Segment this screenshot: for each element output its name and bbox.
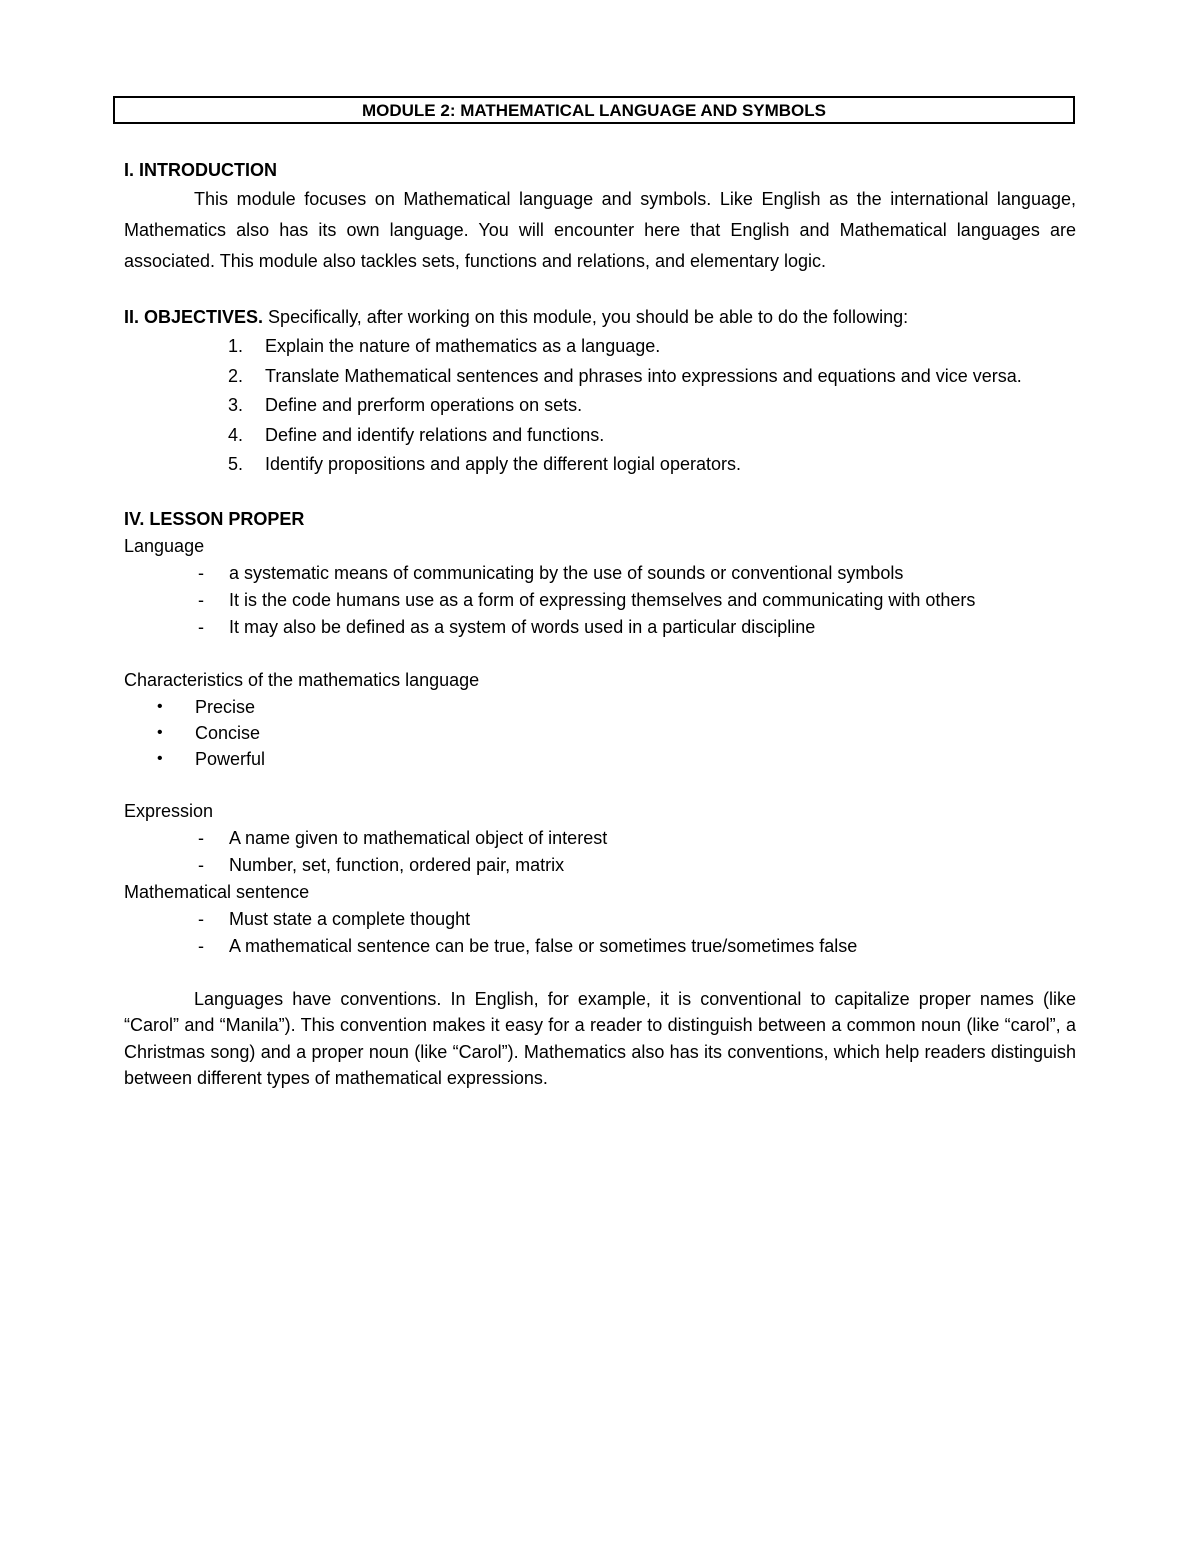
document-body — [124, 157, 1076, 1092]
objective-text: Define and prerform operations on sets. — [265, 395, 583, 415]
objective-item — [124, 421, 1076, 451]
objectives-heading: II. OBJECTIVES. — [124, 307, 264, 327]
list-item-text: Precise — [195, 696, 256, 717]
list-item-text: a systematic means of communicating by the use of sounds or conventional symbols — [229, 562, 904, 583]
list-item-text: A mathematical sentence can be true, false or sometimes true/sometimes false — [229, 935, 858, 956]
list-item — [124, 614, 1076, 641]
objective-text: Explain the nature of mathematics as a language. — [265, 336, 661, 356]
list-item — [124, 906, 1076, 933]
list-item — [124, 587, 1076, 614]
list-item — [124, 825, 1076, 852]
conventions-paragraph: Languages have conventions. In English, for example, it is conventional to capitalize proper names (like “Carol” and “Manila”). This convention makes it easy for a reader to distinguish between a common noun (like “carol”, a Christmas song) and a proper noun (like “Carol”). Mathematics also has its conventions, which help readers distinguish between different types of mathematical expressions. — [124, 988, 1076, 1088]
objective-item — [124, 362, 1076, 392]
expression-list — [124, 825, 1076, 879]
list-item-text: Concise — [195, 722, 261, 743]
characteristics-list — [124, 694, 1076, 772]
objective-text: Translate Mathematical sentences and phrases into expressions and equations and vice versa. — [265, 365, 1022, 386]
objective-text: Identify propositions and apply the different logial operators. — [265, 454, 741, 474]
list-item — [124, 560, 1076, 587]
module-title: MODULE 2: MATHEMATICAL LANGUAGE AND SYMBOLS — [113, 96, 1075, 124]
list-item-text: It may also be defined as a system of words used in a particular discipline — [229, 616, 816, 637]
language-list — [124, 560, 1076, 641]
objective-number: 1. — [228, 336, 244, 356]
characteristics-label: Characteristics of the mathematics language — [124, 669, 480, 690]
lesson-heading: IV. LESSON PROPER — [124, 508, 305, 529]
objectives-list — [124, 332, 1076, 480]
list-item-text: It is the code humans use as a form of expressing themselves and communicating with others — [229, 589, 976, 610]
list-item — [124, 694, 1076, 720]
list-item — [124, 852, 1076, 879]
list-item-text: Powerful — [195, 748, 266, 769]
sentence-label: Mathematical sentence — [124, 881, 310, 902]
objective-number: 3. — [228, 395, 244, 415]
expression-label: Expression — [124, 800, 214, 821]
list-item-text: Number, set, function, ordered pair, matrix — [229, 854, 565, 875]
objective-item — [124, 450, 1076, 480]
objective-number: 2. — [228, 365, 244, 386]
dash-marker: - — [198, 562, 204, 583]
list-item-text: A name given to mathematical object of interest — [229, 827, 608, 848]
list-item-text: Must state a complete thought — [229, 908, 471, 929]
objective-number: 5. — [228, 454, 244, 474]
dash-marker: - — [198, 908, 204, 929]
objective-text: Define and identify relations and functions. — [265, 424, 605, 445]
bullet-marker: • — [157, 723, 163, 741]
dash-marker: - — [198, 827, 204, 848]
objective-item — [124, 332, 1076, 362]
sentence-list — [124, 906, 1076, 960]
list-item — [124, 933, 1076, 960]
list-item — [124, 746, 1076, 772]
introduction-paragraph: This module focuses on Mathematical language and symbols. Like English as the international language, Mathematics also has its own language. You will encounter here that English and Mathematical languages are associated. This module also tackles sets, functions and relations, and elementary logic. — [124, 189, 1076, 271]
objective-item — [124, 391, 1076, 421]
introduction-heading: I. INTRODUCTION — [124, 160, 277, 180]
objective-number: 4. — [228, 424, 244, 445]
objectives-lead: Specifically, after working on this module, you should be able to do the following: — [263, 307, 909, 327]
dash-marker: - — [198, 935, 204, 956]
dash-marker: - — [198, 616, 204, 637]
language-label: Language — [124, 535, 205, 556]
objectives-intro — [124, 303, 1076, 332]
dash-marker: - — [198, 854, 204, 875]
bullet-marker: • — [157, 749, 163, 767]
list-item — [124, 720, 1076, 746]
bullet-marker: • — [157, 697, 163, 715]
dash-marker: - — [198, 589, 204, 610]
